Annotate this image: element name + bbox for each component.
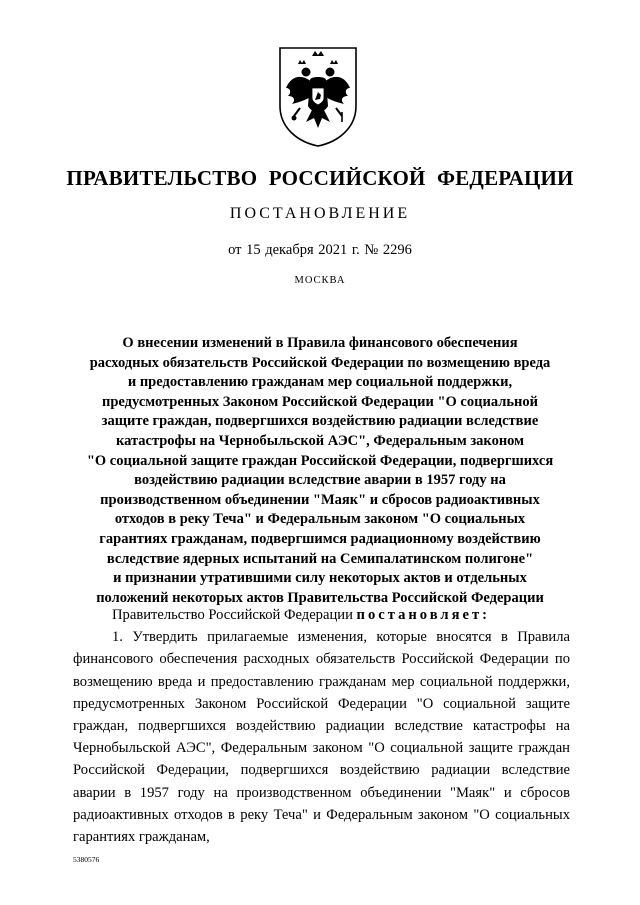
heading-line: расходных обязательств Российской Федерации по возмещению вреда <box>89 354 551 371</box>
document-body <box>73 604 570 848</box>
heading-line: защите граждан, подвергшихся воздействию радиации вследствие <box>101 413 539 430</box>
document-city: МОСКВА <box>294 275 346 286</box>
heading-line: воздействию радиации вследствие аварии в 1957 году на <box>134 472 506 489</box>
heading-line: О внесении изменений в Правила финансового обеспечения <box>122 335 518 351</box>
heading-line: гарантиях гражданам, подвергшимся радиационному воздействию <box>99 530 541 547</box>
coat-of-arms-icon <box>276 44 360 148</box>
heading-line: отходов в реку Теча" и Федеральным законом "О социальных <box>114 511 526 528</box>
heading-line: вследствие ядерных испытаний на Семипалатинском полигоне" <box>106 550 534 567</box>
government-title: ПРАВИТЕЛЬСТВО РОССИЙСКОЙ ФЕДЕРАЦИИ <box>66 166 574 190</box>
heading-line: производственном объединении "Маяк" и сбросов радиоактивных <box>100 491 540 508</box>
heading-line: и признании утратившими силу некоторых актов и отдельных <box>113 570 527 587</box>
document-heading <box>60 334 580 608</box>
document-date-number: от 15 декабря 2021 г. № 2296 <box>228 242 412 258</box>
heading-line: катастрофы на Чернобыльской АЭС", Федеральным законом <box>115 432 525 449</box>
preamble <box>73 604 570 626</box>
heading-line: положений некоторых актов Правительства Российской Федерации <box>96 589 544 606</box>
heading-line: и предоставлению гражданам мер социальной поддержки, <box>127 374 513 391</box>
heading-line: "О социальной защите граждан Российской Федерации, подвергшихся <box>86 452 554 469</box>
preamble-subject: Правительство Российской Федерации <box>112 607 353 623</box>
preamble-verb: постановляет: <box>356 607 490 623</box>
paragraph-1: 1. Утвердить прилагаемые изменения, которые вносятся в Правила финансового обеспечения расходных обязательств Российской Федерации по возмещению вреда и предоставлению гражданам мер социальной поддержки, предусмотренных Законом Российской Федерации "О социальной защите граждан, подвергшихся воздействию радиации вследствие катастрофы на Чернобыльской АЭС", Федеральным законом "О социальной защите граждан Российской Федерации, подвергшихся воздействию радиации вследствие аварии в 1957 году на производственном объединении "Маяк" и сбросов радиоактивных отходов в реку Теча" и Федеральным законом "О социальных гарантиях гражданам, <box>73 629 570 846</box>
document-code: 5380576 <box>73 855 100 864</box>
heading-line: предусмотренных Законом Российской Федерации "О социальной <box>102 393 538 410</box>
document-type: ПОСТАНОВЛЕНИЕ <box>229 205 411 222</box>
